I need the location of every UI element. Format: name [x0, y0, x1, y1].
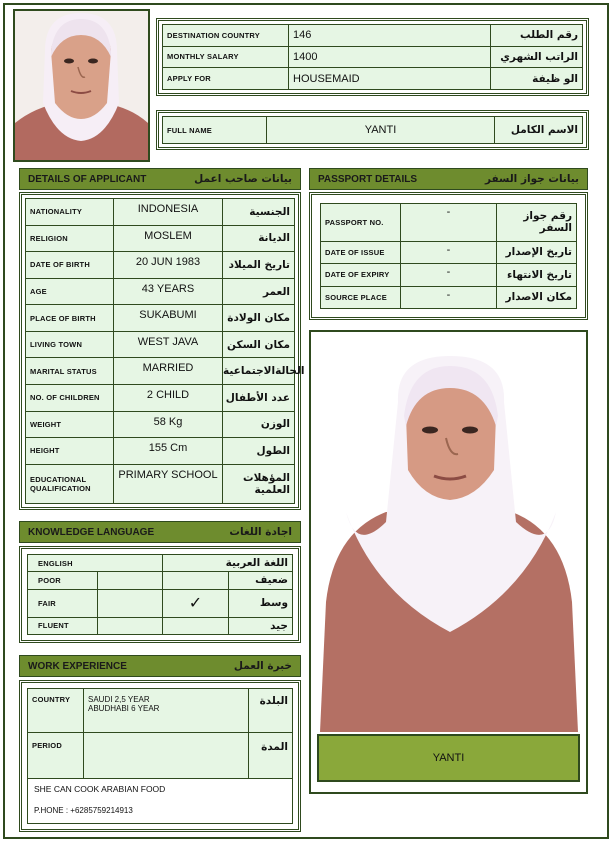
table-row	[26, 252, 295, 279]
level-poor-ar: ضعيف	[229, 572, 293, 589]
table-row	[163, 68, 583, 90]
no-of-children-ar: عدد الأطفال	[223, 385, 295, 412]
english-header: ENGLISH	[28, 555, 163, 572]
applicant-table	[25, 198, 305, 504]
date-of-birth-value: 20 JUN 1983	[114, 252, 223, 279]
level-fluent-ar: جيد	[229, 617, 293, 634]
apply-for-label: APPLY FOR	[163, 68, 289, 90]
height-ar: الطول	[223, 438, 295, 465]
full-name-box	[156, 110, 589, 150]
no-of-children-value: 2 CHILD	[114, 385, 223, 412]
height-value: 155 Cm	[114, 438, 223, 465]
table-row	[163, 25, 583, 47]
destination-country-ar: رقم الطلب	[491, 25, 583, 47]
portrait-image	[316, 352, 582, 732]
nationality-label: NATIONALITY	[26, 199, 114, 226]
educational-qualification-value: PRIMARY SCHOOL	[114, 464, 223, 503]
educational-qualification-ar: المؤهلات العلمية	[223, 464, 295, 503]
level-fluent-english-mark	[98, 617, 163, 634]
date-of-birth-label: DATE OF BIRTH	[26, 252, 114, 279]
table-row	[28, 589, 293, 617]
level-fair-label: FAIR	[28, 589, 98, 617]
applicant-table-box	[19, 192, 305, 510]
table-row	[28, 779, 293, 824]
full-name-label: FULL NAME	[163, 117, 267, 144]
date-of-expiry-ar: تاريخ الانتهاء	[497, 264, 577, 287]
applicant-banner	[19, 168, 301, 190]
table-row	[26, 385, 295, 412]
date-of-birth-ar: تاريخ الميلاد	[223, 252, 295, 279]
language-title: KNOWLEDGE LANGUAGE	[28, 526, 155, 538]
applicant-title: DETAILS OF APPLICANT	[28, 173, 147, 185]
age-label: AGE	[26, 278, 114, 305]
destination-country-value: 146	[289, 25, 491, 47]
monthly-salary-value: 1400	[289, 46, 491, 68]
weight-label: WEIGHT	[26, 411, 114, 438]
language-table	[27, 554, 293, 635]
work-notes	[28, 779, 293, 824]
country-line-2: ABUDHABI 6 YEAR	[88, 704, 160, 713]
marital-status-label: MARITAL STATUS	[26, 358, 114, 385]
full-name-ar: الاسم الكامل	[495, 117, 583, 144]
table-row	[163, 46, 583, 68]
work-banner	[19, 655, 301, 677]
religion-label: RELIGION	[26, 225, 114, 252]
language-banner	[19, 521, 301, 543]
table-row	[26, 438, 295, 465]
table-row	[321, 241, 577, 264]
level-fair-english-mark	[98, 589, 163, 617]
country-value	[84, 689, 249, 733]
table-row	[26, 464, 295, 503]
apply-for-value: HOUSEMAID	[289, 68, 491, 90]
table-row	[321, 286, 577, 309]
source-place-label: SOURCE PLACE	[321, 286, 401, 309]
place-of-birth-value: SUKABUMI	[114, 305, 223, 332]
country-line-1: SAUDI 2,5 YEAR	[88, 695, 150, 704]
nationality-value: INDONESIA	[114, 199, 223, 226]
work-title-ar: خبرة العمل	[233, 660, 292, 672]
language-table-box	[19, 546, 301, 643]
age-value: 43 YEARS	[114, 278, 223, 305]
passport-no-ar: رقم جواز السفر	[497, 204, 577, 242]
monthly-salary-label: MONTHLY SALARY	[163, 46, 289, 68]
level-fair-arabic-mark: ✓	[163, 589, 229, 617]
period-value	[84, 733, 249, 779]
full-name-value: YANTI	[267, 117, 495, 144]
table-row	[26, 199, 295, 226]
period-ar: المدة	[249, 733, 293, 779]
level-poor-english-mark	[98, 572, 163, 589]
living-town-value: WEST JAVA	[114, 331, 223, 358]
passport-table	[320, 203, 577, 309]
date-of-expiry-value: -	[401, 264, 497, 287]
table-row	[26, 411, 295, 438]
table-row	[26, 225, 295, 252]
table-row	[28, 572, 293, 589]
phone-number: P.HONE : +6285759214913	[34, 806, 133, 815]
table-row	[28, 689, 293, 733]
level-fair-ar: وسط	[229, 589, 293, 617]
table-row	[28, 617, 293, 634]
place-of-birth-ar: مكان الولادة	[223, 305, 295, 332]
work-table	[27, 688, 293, 824]
passport-title-ar: بيانات جواز السفر	[484, 173, 579, 185]
table-row	[28, 733, 293, 779]
portrait-image	[15, 11, 148, 160]
country-ar: البلدة	[249, 689, 293, 733]
passport-title: PASSPORT DETAILS	[318, 173, 418, 185]
work-title: WORK EXPERIENCE	[28, 660, 127, 672]
date-of-issue-label: DATE OF ISSUE	[321, 241, 401, 264]
table-row	[26, 358, 295, 385]
passport-banner	[309, 168, 588, 190]
marital-status-value: MARRIED	[114, 358, 223, 385]
period-label: PERIOD	[28, 733, 84, 779]
religion-value: MOSLEM	[114, 225, 223, 252]
level-fluent-label: FLUENT	[28, 617, 98, 634]
table-row	[26, 331, 295, 358]
source-place-ar: مكان الاصدار	[497, 286, 577, 309]
apply-for-ar: الو ظيفة	[491, 68, 583, 90]
passport-no-label: PASSPORT NO.	[321, 204, 401, 242]
date-of-expiry-label: DATE OF EXPIRY	[321, 264, 401, 287]
religion-ar: الديانة	[223, 225, 295, 252]
nationality-ar: الجنسية	[223, 199, 295, 226]
work-table-box	[19, 680, 301, 832]
arabic-header: اللغة العربية	[163, 555, 293, 572]
age-ar: العمر	[223, 278, 295, 305]
country-label: COUNTRY	[28, 689, 84, 733]
applicant-title-ar: بيانات صاحب اعمل	[194, 173, 292, 185]
weight-ar: الوزن	[223, 411, 295, 438]
living-town-label: LIVING TOWN	[26, 331, 114, 358]
table-row	[26, 305, 295, 332]
destination-country-label: DESTINATION COUNTRY	[163, 25, 289, 47]
table-row	[163, 117, 583, 144]
photo-name: YANTI	[432, 752, 465, 764]
date-of-issue-ar: تاريخ الإصدار	[497, 241, 577, 264]
language-title-ar: اجادة اللغات	[229, 526, 292, 538]
date-of-issue-value: -	[401, 241, 497, 264]
large-photo	[316, 352, 582, 732]
place-of-birth-label: PLACE OF BIRTH	[26, 305, 114, 332]
header-info-box	[156, 18, 589, 96]
level-poor-label: POOR	[28, 572, 98, 589]
passport-no-value: -	[401, 204, 497, 242]
table-row	[321, 204, 577, 242]
height-label: HEIGHT	[26, 438, 114, 465]
living-town-ar: مكان السكن	[223, 331, 295, 358]
level-fluent-arabic-mark	[163, 617, 229, 634]
table-row	[28, 555, 293, 572]
weight-value: 58 Kg	[114, 411, 223, 438]
no-of-children-label: NO. OF CHILDREN	[26, 385, 114, 412]
educational-qualification-label: EDUCATIONAL QUALIFICATION	[26, 464, 114, 503]
cook-note: SHE CAN COOK ARABIAN FOOD	[34, 784, 166, 794]
level-poor-arabic-mark	[163, 572, 229, 589]
monthly-salary-ar: الراتب الشهري	[491, 46, 583, 68]
table-row	[321, 264, 577, 287]
photo-name-bar	[317, 734, 580, 782]
source-place-value: -	[401, 286, 497, 309]
small-photo	[13, 9, 150, 162]
passport-table-box	[309, 192, 588, 320]
marital-status-ar: الحالةالاجتماعية	[223, 358, 295, 385]
table-row	[26, 278, 295, 305]
